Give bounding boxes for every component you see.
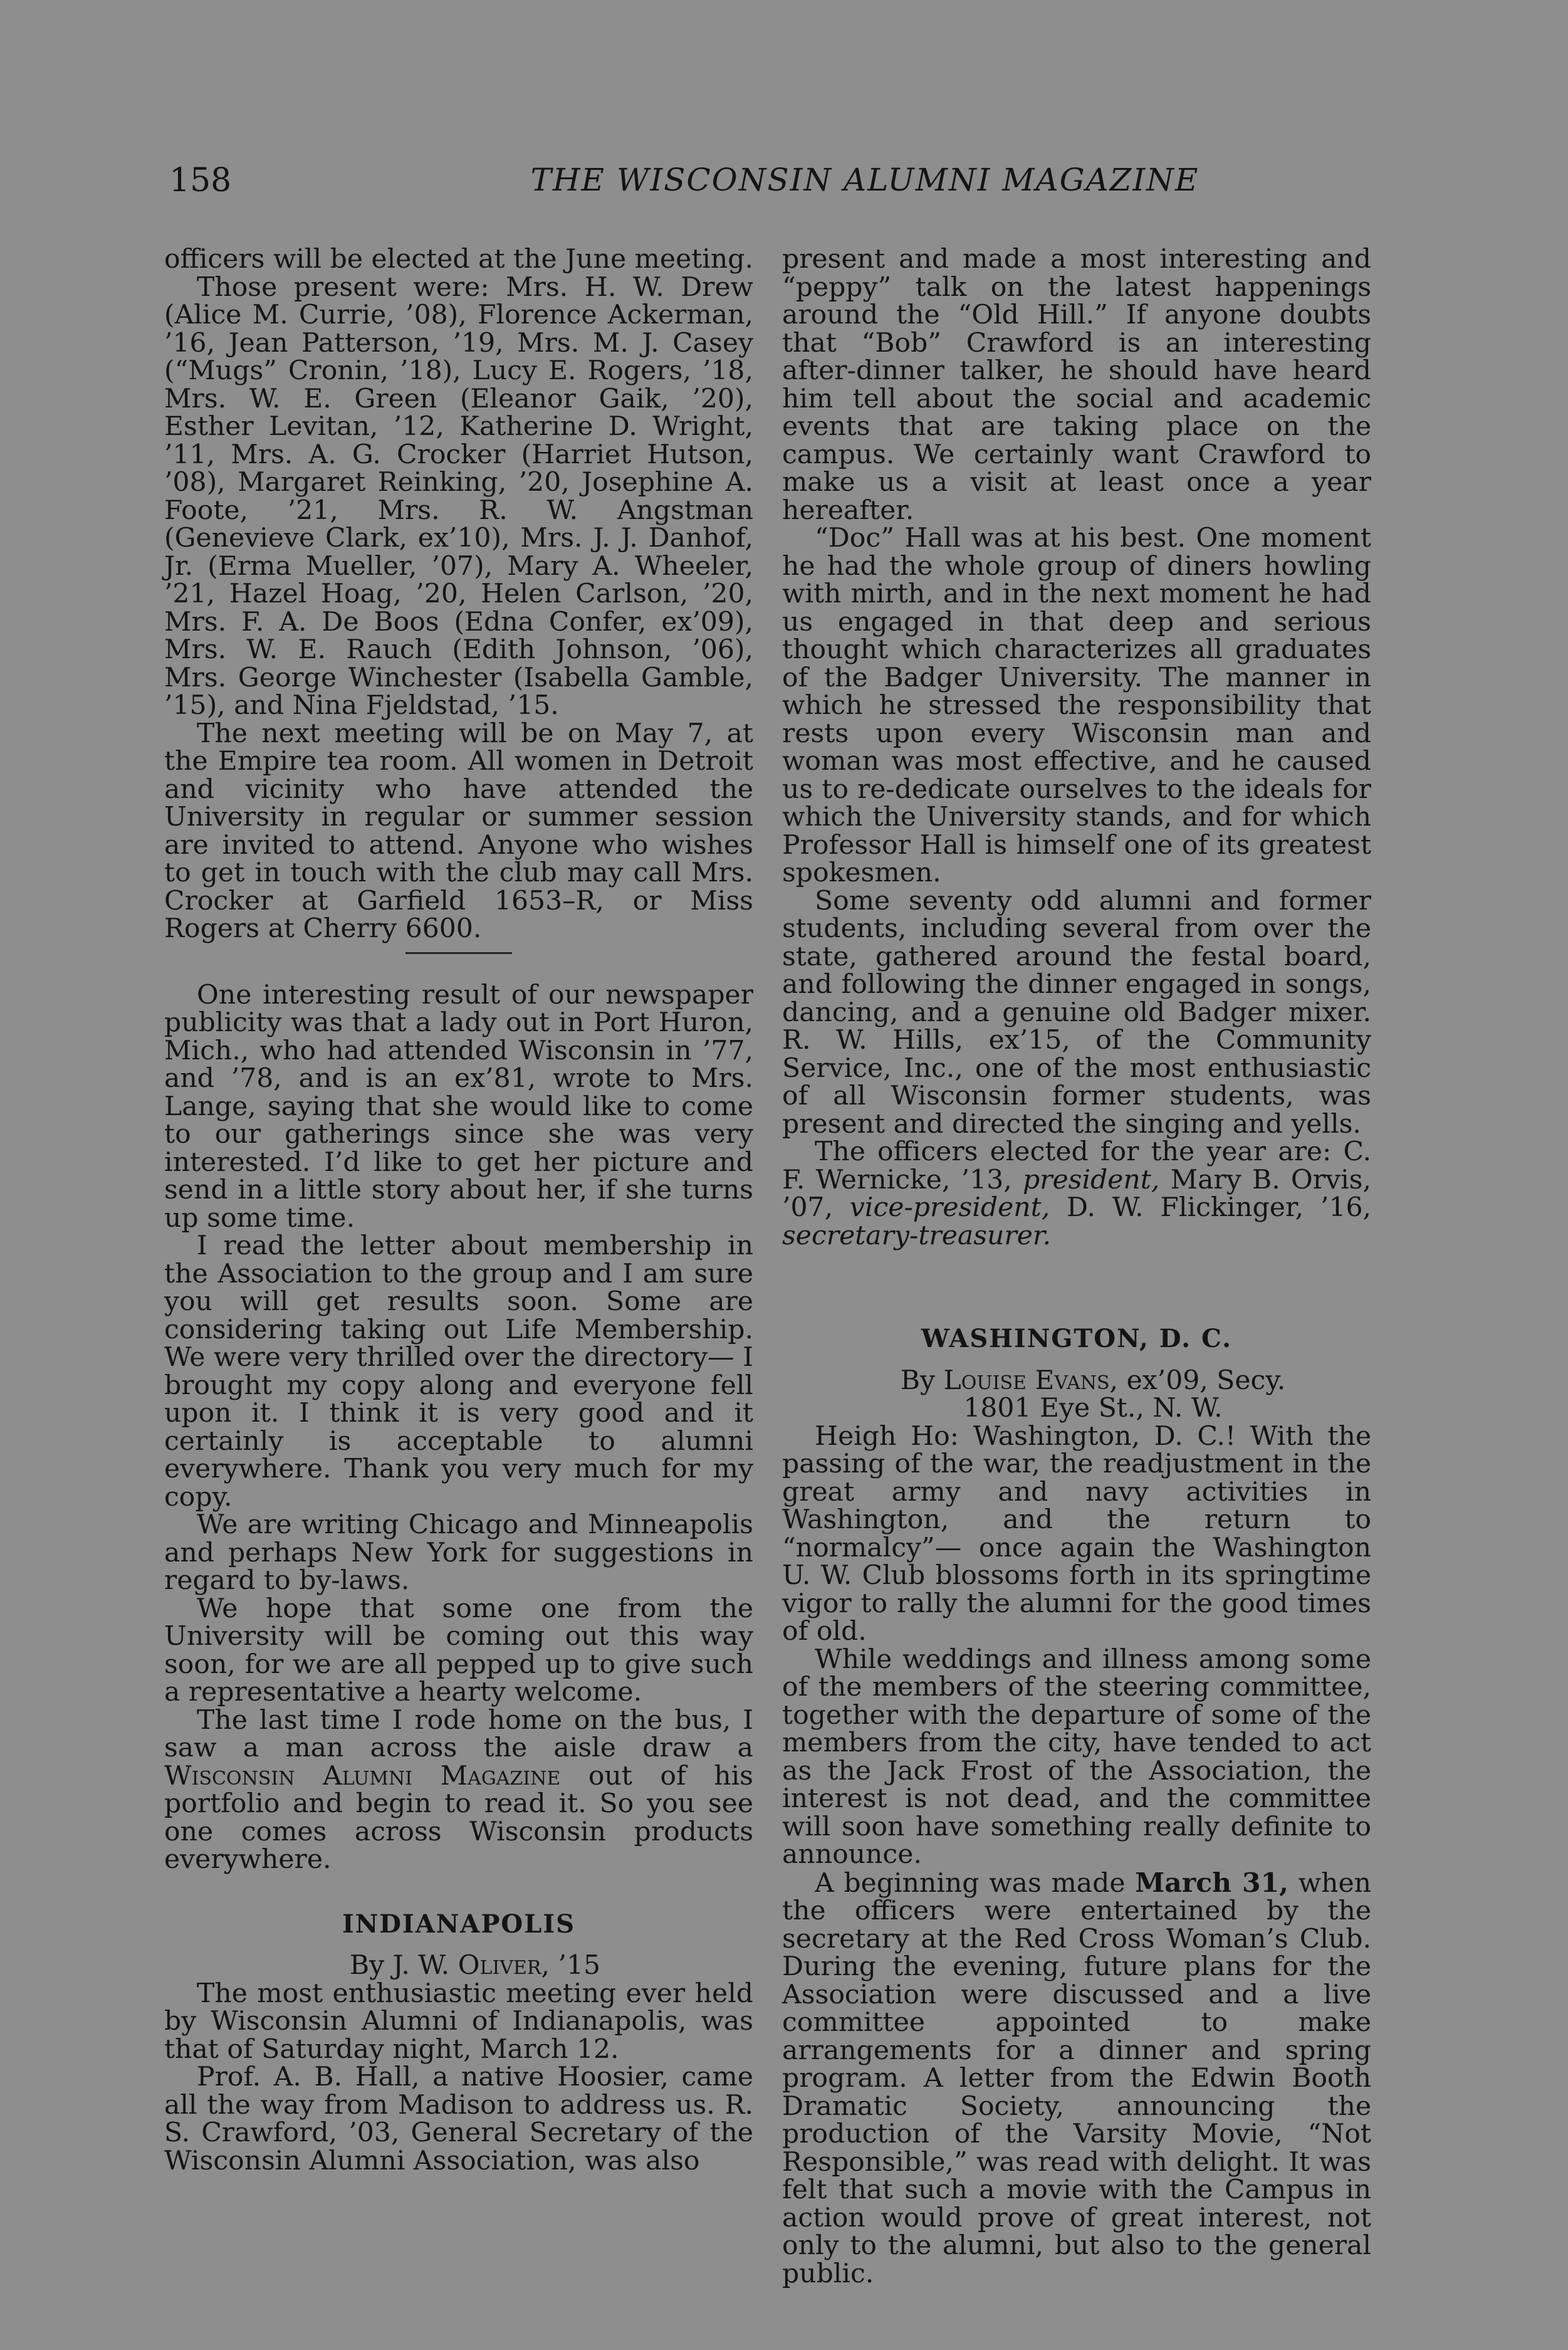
paragraph: Those present were: Mrs. H. W. Drew (Alice M. Currie, ’08), Florence Ackerman, ’16, Jean Patterson, ’19, Mrs. M. J. Casey (“Mugs” Cronin, ’18), Lucy E. Rogers, ’18, Mrs. W. E. Green (Eleanor Gaik, ’20), Esther Levitan, ’12, Katherine D. Wright, ’11, Mrs. A. G. Crocker (Harriet Hutson, ’08), Margaret Reinking, ’20, Josephine A. Foote, ’21, Mrs. R. W. Angstman (Genevieve Clark, ex’10), Mrs. J. J. Danhof, Jr. (Erma Mueller, ’07), Mary A. Wheeler, ’21, Hazel Hoag, ’20, Helen Carlson, ’20, Mrs. F. A. De Boos (Edna Confer, ex’09), Mrs. W. E. Rauch (Edith Johnson, ’06), Mrs. George Winchester (Isabella Gamble, ’15), and Nina Fjeldstad, ’15. xyxy=(164,271,753,721)
byline xyxy=(782,1367,1371,1395)
running-title: THE WISCONSIN ALUMNI MAGAZINE xyxy=(530,162,1200,198)
right-column xyxy=(782,246,1371,2288)
left-column xyxy=(164,246,753,2175)
highlighted-date: March 31, xyxy=(1135,1867,1288,1899)
byline-prefix: By xyxy=(349,1950,393,1981)
page-number: 158 xyxy=(169,162,232,199)
paragraph xyxy=(782,1869,1371,2289)
text-run: The officers elected for the year are: C. F. Wernicke, ’13, xyxy=(782,1136,1371,1195)
text-run: out of his portfolio and begin to read it. So you see one comes across Wisconsin products everywhere. xyxy=(164,1760,753,1875)
magazine-name: Wisconsin Alumni Magazine xyxy=(164,1760,561,1791)
paragraph: present and made a most interesting and “peppy” talk on the latest happenings around the “Old Hill.” If anyone doubts that “Bob” Crawford is an interesting after-dinner talker, he should have heard him tell about the social and academic events that are taking place on the campus. We certainly want Crawford to make us a visit at least once a year hereafter. xyxy=(782,244,1371,526)
paragraph: I read the letter about membership in the Association to the group and I am sure you will get results soon. Some are considering taking out Life Membership. We were very thrilled over the directory— I brought my copy along and everyone fell upon it. I think it is very good and it certainly is acceptable to alumni everywhere. Thank you very much for my copy. xyxy=(164,1230,753,1513)
byline-class: , ’15 xyxy=(541,1950,601,1981)
paragraph: While weddings and illness among some of the members of the steering committee, together with the departure of some of the members from the city, have tended to act as the Jack Frost of the Association, the interest is not dead, and the committee will soon have something really definite to announce. xyxy=(782,1644,1371,1870)
byline-prefix: By xyxy=(900,1365,944,1396)
officer-title: president, xyxy=(1022,1164,1160,1195)
page-header xyxy=(169,162,1410,206)
paragraph: One interesting result of our newspaper publicity was that a lady out in Port Huron, Mich., who had attended Wisconsin in ’77, and ’78, and is an ex’81, wrote to Mrs. Lange, saying that she would like to come to our gatherings since she was very interested. I’d like to get her picture and send in a little story about her, if she turns up some time. xyxy=(164,979,753,1234)
paragraph: We hope that some one from the University will be coming out this way soon, for we are all pepped up to give such a representative a hearty welcome. xyxy=(164,1593,753,1707)
text-run: when the officers were entertained by the secretary at the Red Cross Woman’s Club. During the evening, future plans for the Association were discussed and a live committee appointed to make arrangements for a dinner and spring program. A letter from the Edwin Booth Dramatic Society, announcing the production of the Varsity Movie, “Not Responsible,” was read with delight. It was felt that such a movie with the Campus in action would prove of great interest, not only to the alumni, but also to the general public. xyxy=(782,1867,1371,2289)
paragraph: Prof. A. B. Hall, a native Hoosier, came all the way from Madison to address us. R. S. Crawford, ’03, General Secretary of the Wisconsin Alumni Association, was also xyxy=(164,2062,753,2176)
paragraph: We are writing Chicago and Minneapolis and perhaps New York for suggestions in regard to by-laws. xyxy=(164,1509,753,1596)
byline-author: J. W. Oliver xyxy=(392,1950,541,1981)
paragraph: Some seventy odd alumni and former students, including several from over the state, gathered around the festal board, and following the dinner engaged in songs, dancing, and a genuine old Badger mixer. R. W. Hills, ex’15, of the Community Service, Inc., one of the most enthusiastic of all Wisconsin former students, was present and directed the singing and yells. xyxy=(782,885,1371,1140)
officer-title: vice-president, xyxy=(849,1192,1050,1223)
paragraph: The most enthusiastic meeting ever held by Wisconsin Alumni of Indianapolis, was that of Saturday night, March 12. xyxy=(164,1978,753,2065)
byline xyxy=(164,1952,753,1980)
section-divider xyxy=(405,952,512,954)
paragraph: officers will be elected at the June meeting. xyxy=(164,244,753,275)
byline-class: , ex’09, Secy. xyxy=(1109,1365,1286,1396)
spacer xyxy=(782,1250,1371,1289)
section-heading-indianapolis: INDIANAPOLIS xyxy=(342,1909,575,1939)
address: 1801 Eye St., N. W. xyxy=(963,1393,1223,1424)
section-heading-washington: WASHINGTON, D. C. xyxy=(921,1324,1233,1353)
paragraph xyxy=(164,1704,753,1875)
text-run: D. W. Flickinger, ’16, xyxy=(1050,1192,1371,1223)
text-run: A beginning was made xyxy=(815,1867,1136,1899)
text-run: The last time I rode home on the bus, I saw a man across the aisle draw a xyxy=(164,1704,753,1763)
byline-author: Louise Evans xyxy=(943,1365,1110,1396)
text-run: Mary B. Orvis, ’07, xyxy=(782,1164,1371,1223)
paragraph: Heigh Ho: Washington, D. C.! With the passing of the war, the readjustment in the great army and navy activities in Washington, and the return to “normalcy”— once again the Washington U. W. Club blossoms forth in its springtime vigor to rally the alumni for the good times of old. xyxy=(782,1420,1371,1647)
paragraph: The next meeting will be on May 7, at the Empire tea room. All women in Detroit and vicinity who have attended the University in regular or summer session are invited to attend. Anyone who wishes to get in touch with the club may call Mrs. Crocker at Garfield 1653–R, or Miss Rogers at Cherry 6600. xyxy=(164,718,753,944)
officer-title: secretary-treasurer. xyxy=(782,1220,1052,1251)
paragraph xyxy=(782,1138,1371,1250)
paragraph: “Doc” Hall was at his best. One moment he had the whole group of diners howling with mirth, and in the next moment he had us engaged in that deep and serious thought which characterizes all graduates of the Badger University. The manner in which he stressed the responsibility that rests upon every Wisconsin man and woman was most effective, and he caused us to re-dedicate ourselves to the ideals for which the University stands, and for which Professor Hall is himself one of its greatest spokesmen. xyxy=(782,523,1371,888)
